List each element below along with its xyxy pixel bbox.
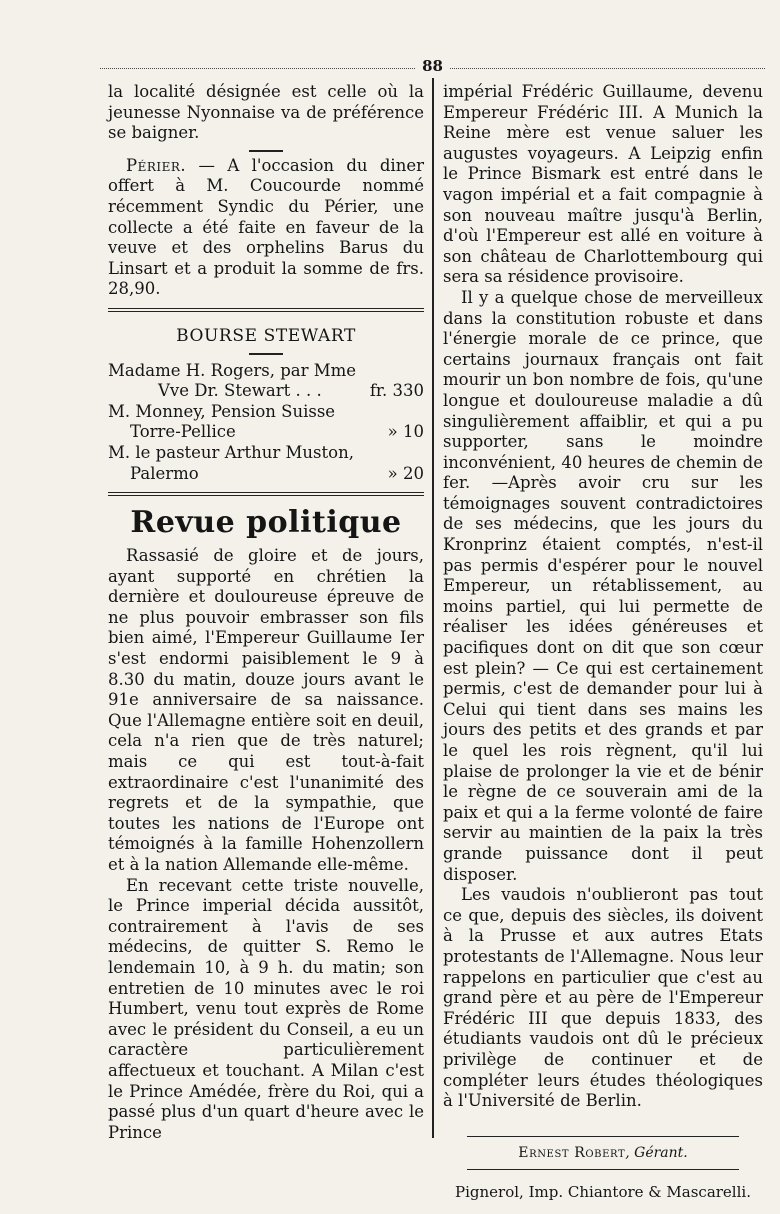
column-divider <box>432 78 434 1138</box>
bourse-row <box>108 464 424 485</box>
revue-paragraph: Il y a quelque chose de merveilleux dans la constitution robuste et dans l'énergie morale de ce prince, que certains journaux français ont fait mourir un bon nombre de fois, qu'une longue et douloureuse maladie a dû singulièrement affaiblir, et qui a pu supporter, sans le moindre inconvénient, 40 heures de chemin de fer. —Après avoir cru sur les témoignages souvent contradictoires de ses médecins, que les jours du Kronprinz étaient comptés, n'est-il pas permis d'espérer pour le nouvel Empereur, un rétablissement, au moins partiel, qui lui permette de réaliser les idées généreuses et pacifiques dont on dit que son cœur est plein? — Ce qui est certainement permis, c'est de demander pour lui à Celui qui tient dans ses mains les jours des petits et des grands et par le quel les rois règnent, qu'il lui plaise de prolonger la vie et de bénir le règne de ce souverain ami de la paix et qui a la ferme volonté de faire servir au maintien de la paix la très grande puissance dont il peut disposer. <box>443 287 763 884</box>
bourse-list <box>108 361 424 485</box>
revue-continuation: impérial Frédéric Guillaume, devenu Empereur Frédéric III. A Munich la Reine mère est venue saluer les augustes voyageurs. A Leipzig enfin le Prince Bismark est entré dans le vagon impérial et a fait compagnie à son nouveau maître jusqu'à Berlin, d'où l'Empereur est allé en voiture à son château de Charlottembourg qui sera sa résidence provisoire. <box>443 82 763 287</box>
left-column <box>108 82 424 1143</box>
bourse-donor: Vve Dr. Stewart . . . <box>158 381 322 401</box>
bourse-amount: fr. 330 <box>369 381 424 401</box>
bourse-amount: » 20 <box>387 463 424 483</box>
revue-paragraph: Les vaudois n'oublieront pas tout ce que, depuis des siècles, ils doivent à la Prusse et aux autres Etats protestants de l'Allemagne. Nous leur rappelons en particulier que c'est au grand père et au père de l'Empereur Frédéric III que depuis 1833, des étudiants vaudois ont dû le précieux privilège de continuer et de compléter leurs études théologiques à l'Université de Berlin. <box>443 885 763 1111</box>
signature <box>443 1143 763 1164</box>
bourse-row <box>108 422 424 443</box>
article-continuation: la localité désignée est celle où la jeunesse Nyonnaise va de préférence se baigner. <box>108 82 424 143</box>
bourse-donor: M. le pasteur Arthur Muston, <box>108 442 354 462</box>
perier-text: — A l'occasion du diner offert à M. Coucourde nommé récemment Syndic du Périer, une collecte a été faite en faveur de la veuve et des orphelins Barus du Linsart et a produit la somme de frs. 28,90. <box>108 155 424 299</box>
bourse-donor: Madame H. Rogers, par Mme <box>108 360 357 380</box>
bourse-row <box>108 402 424 423</box>
signature-rule <box>467 1136 739 1137</box>
bourse-donor: Torre-Pellice <box>130 422 236 442</box>
signature-role: , Gérant. <box>625 1144 688 1161</box>
bourse-donor: Palermo <box>130 463 199 483</box>
bourse-row <box>108 381 424 402</box>
bourse-amount: » 10 <box>387 422 424 442</box>
imprint: Pignerol, Imp. Chiantore & Mascarelli. <box>455 1183 751 1202</box>
bourse-donor: M. Monney, Pension Suisse <box>108 401 336 421</box>
bourse-title: BOURSE STEWART <box>176 325 356 346</box>
bourse-row <box>108 361 424 382</box>
right-column <box>443 82 763 1203</box>
bourse-row <box>108 443 424 464</box>
section-separator <box>108 308 424 312</box>
page-number: 88 <box>416 57 449 75</box>
page-header <box>100 56 765 76</box>
revue-paragraph: En recevant cette triste nouvelle, le Prince imperial décida aussitôt, contrairement à l'avis de ses médecins, de quitter S. Remo le lendemain 10, à 9 h. du matin; son entretien de 10 minutes avec le roi Humbert, venu tout exprès de Rome avec le président du Conseil, a eu un caractère particulièrement affectueux et touchant. A Milan c'est le Prince Amédée, frère du Roi, qui a passé plus d'un quart d'heure avec le Prince <box>108 875 424 1142</box>
short-separator <box>249 150 283 152</box>
revue-politique-title: Revue politique <box>130 505 402 541</box>
short-separator <box>249 353 283 355</box>
revue-paragraph: Rassasié de gloire et de jours, ayant supporté en chrétien la dernière et douloureuse épreuve de ne plus pouvoir embrasser son fils bien aimé, l'Empereur Guillaume Ier s'est endormi paisiblement le 9 à 8.30 du matin, douze jours avant le 91e anniversaire de sa naissance. Que l'Allemagne entière soit en deuil, cela n'a rien que de très naturel; mais ce qui est tout-à-fait extraordinaire c'est l'unanimité des regrets et de la sympathie, que toutes les nations de l'Europe ont témoignés à la famille Hohenzollern et à la nation Allemande elle-même. <box>108 546 424 874</box>
imprint-rule <box>467 1169 739 1170</box>
perier-article <box>108 156 424 300</box>
perier-label: Périer. <box>126 155 187 175</box>
signature-name: Ernest Robert <box>518 1144 626 1161</box>
section-separator <box>108 492 424 496</box>
